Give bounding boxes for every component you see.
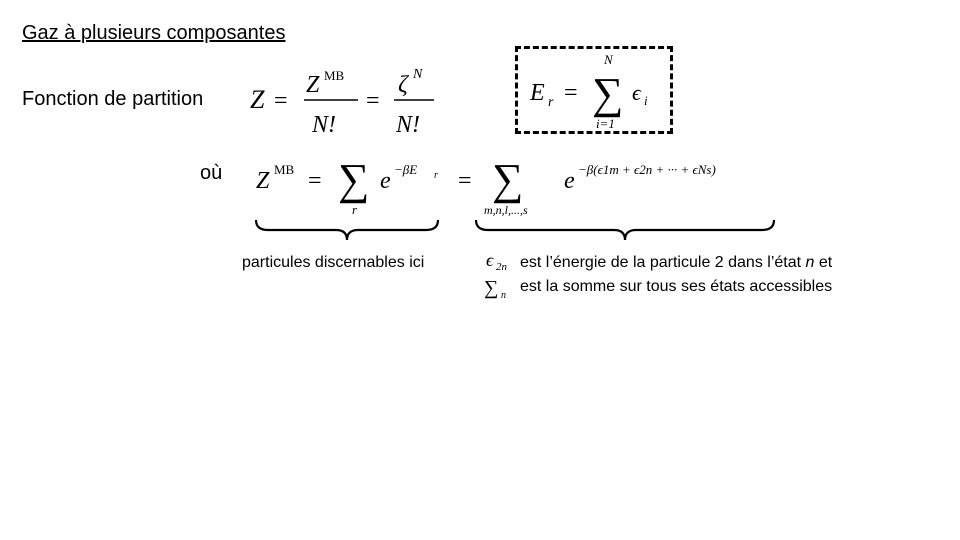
exponent-sum-energies: −β(ϵ1m + ϵ2n + ··· + ϵNs)	[578, 162, 716, 177]
i-subscript: i	[644, 93, 648, 108]
partition-function-formula	[248, 62, 448, 140]
e-symbol: e	[380, 168, 391, 194]
sum-caption: est la somme sur tous ses états accessibles	[520, 278, 833, 295]
equals-sign: =	[308, 168, 322, 194]
n-factorial: N!	[396, 112, 420, 138]
svg-text:ϵ: ϵ	[486, 250, 494, 270]
equals-sign: =	[458, 168, 472, 194]
left-underbrace	[254, 218, 440, 244]
z-mb-letter: Z	[306, 72, 320, 98]
sum-lower-limit: i=1	[596, 116, 615, 131]
mb-partition-formula	[252, 148, 792, 223]
z-symbol: Z	[250, 85, 265, 114]
e-symbol: E	[530, 80, 545, 106]
sum-index-r: r	[352, 202, 358, 217]
state-n-italic: n	[805, 254, 815, 271]
n-factorial: N!	[312, 112, 336, 138]
n-superscript: N	[413, 67, 423, 82]
z-letter: Z	[256, 168, 270, 194]
equals-sign: =	[366, 88, 380, 114]
energy-caption-text: est l’énergie de la particule 2 dans l’état	[520, 254, 806, 271]
zeta-symbol: ζ	[398, 72, 408, 98]
sigma-symbol: ∑	[592, 69, 624, 118]
right-underbrace	[474, 218, 776, 244]
svg-text:2n: 2n	[496, 261, 507, 273]
energy-caption-end: et	[814, 254, 833, 271]
svg-text:n: n	[501, 290, 506, 300]
r-subscript: r	[548, 95, 554, 110]
epsilon-symbol: ϵ	[632, 80, 641, 105]
svg-text:∑: ∑	[484, 277, 499, 299]
mb-superscript: MB	[274, 162, 295, 177]
exponent-r-subscript: r	[434, 170, 438, 181]
energy-caption	[520, 254, 832, 272]
sum-multi-index: m,n,l,...,s	[484, 203, 528, 217]
distinguishable-particles-caption: particules discernables ici	[242, 254, 425, 271]
sigma-symbol: ∑	[492, 155, 524, 204]
sigma-symbol: ∑	[338, 155, 370, 204]
where-label: où	[200, 162, 223, 184]
epsilon-2n-symbol	[484, 250, 520, 274]
sum-upper-limit: N	[604, 52, 613, 67]
equals-sign: =	[564, 80, 578, 106]
sum-n-symbol	[484, 274, 520, 300]
e-symbol: e	[564, 168, 575, 194]
exponent-beta-er: −βE	[394, 162, 418, 177]
equals-sign: =	[274, 88, 288, 114]
page-title: Gaz à plusieurs composantes	[22, 22, 286, 44]
mb-superscript: MB	[324, 68, 345, 83]
partition-function-label: Fonction de partition	[22, 88, 204, 110]
energy-sum-formula	[524, 50, 669, 132]
